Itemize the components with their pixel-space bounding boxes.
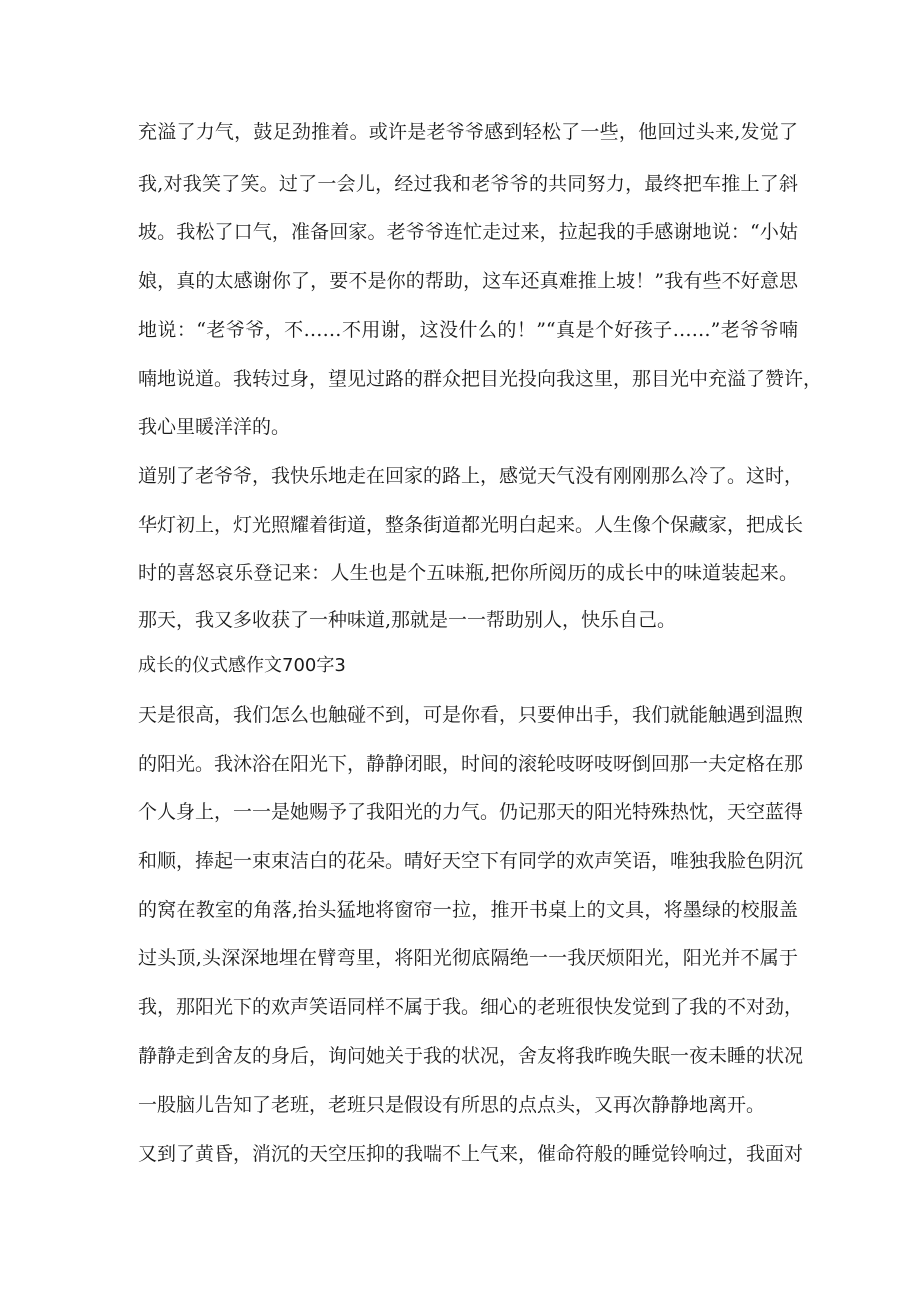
- paragraph-line: 静静走到舍友的身后，询问她关于我的状况，舍友将我昨晚失眠一夜未睡的状况: [138, 1045, 804, 1067]
- paragraph-line: 喃地说道。我转过身，望见过路的群众把目光投向我这里，那目光中充溢了赞许，: [138, 368, 823, 390]
- paragraph-line: 个人身上，一一是她赐予了我阳光的力气。仍记那天的阳光特殊热忱，天空蓝得: [138, 801, 804, 823]
- paragraph-line: 我，那阳光下的欢声笑语同样不属于我。细心的老班很快发觉到了我的不对劲，: [138, 996, 804, 1018]
- paragraph-line: 充溢了力气，鼓足劲推着。或许是老爷爷感到轻松了一些，他回过头来,发觉了: [138, 121, 798, 143]
- paragraph-line: 又到了黄昏，消沉的天空压抑的我喘不上气来，催命符般的睡觉铃响过，我面对: [138, 1143, 804, 1165]
- paragraph-line: 时的喜怒哀乐登记来：人生也是个五味瓶,把你所阅历的成长中的味道装起来。: [138, 562, 798, 584]
- paragraph-line: 娘，真的太感谢你了，要不是你的帮助，这车还真难推上坡！”我有些不好意思: [138, 270, 798, 292]
- paragraph-line: 的阳光。我沐浴在阳光下，静静闭眼，时间的滚轮吱呀吱呀倒回那一夫定格在那: [138, 753, 804, 775]
- paragraph-line: 的窝在教室的角落,抬头猛地将窗帘一拉，推开书桌上的文具，将墨绿的校服盖: [138, 899, 798, 921]
- paragraph-line: 道别了老爷爷，我快乐地走在回家的路上，感觉天气没有刚刚那么冷了。这时，: [138, 465, 804, 487]
- paragraph-line: 我心里暖洋洋的。: [138, 416, 291, 438]
- paragraph-line: 华灯初上，灯光照耀着街道，整条街道都光明白起来。人生像个保藏家，把成长: [138, 514, 804, 536]
- paragraph-line: 一股脑儿告知了老班，老班只是假设有所思的点点头，又再次静静地离开。: [138, 1094, 766, 1116]
- paragraph-line: 过头顶,头深深地埋在臂弯里，将阳光彻底隔绝一一我厌烦阳光，阳光并不属于: [138, 947, 798, 969]
- section-heading: 成长的仪式感作文700字3: [138, 655, 346, 676]
- paragraph-line: 和顺，捧起一束束洁白的花朵。晴好天空下有同学的欢声笑语，唯独我脸色阴沉: [138, 850, 804, 872]
- paragraph-line: 地说：“老爷爷，不……不用谢，这没什么的！”“真是个好孩子……”老爷爷喃: [138, 319, 798, 341]
- paragraph-line: 我,对我笑了笑。过了一会儿，经过我和老爷爷的共同努力，最终把车推上了斜: [138, 173, 798, 195]
- paragraph-line: 那天，我又多收获了一种味道,那就是一一帮助别人，快乐自己。: [138, 609, 677, 631]
- paragraph-line: 天是很高，我们怎么也触碰不到，可是你看，只要伸出手，我们就能触遇到温煦: [138, 704, 804, 726]
- paragraph-line: 坡。我松了口气，准备回家。老爷爷连忙走过来，拉起我的手感谢地说：“小姑: [138, 221, 798, 243]
